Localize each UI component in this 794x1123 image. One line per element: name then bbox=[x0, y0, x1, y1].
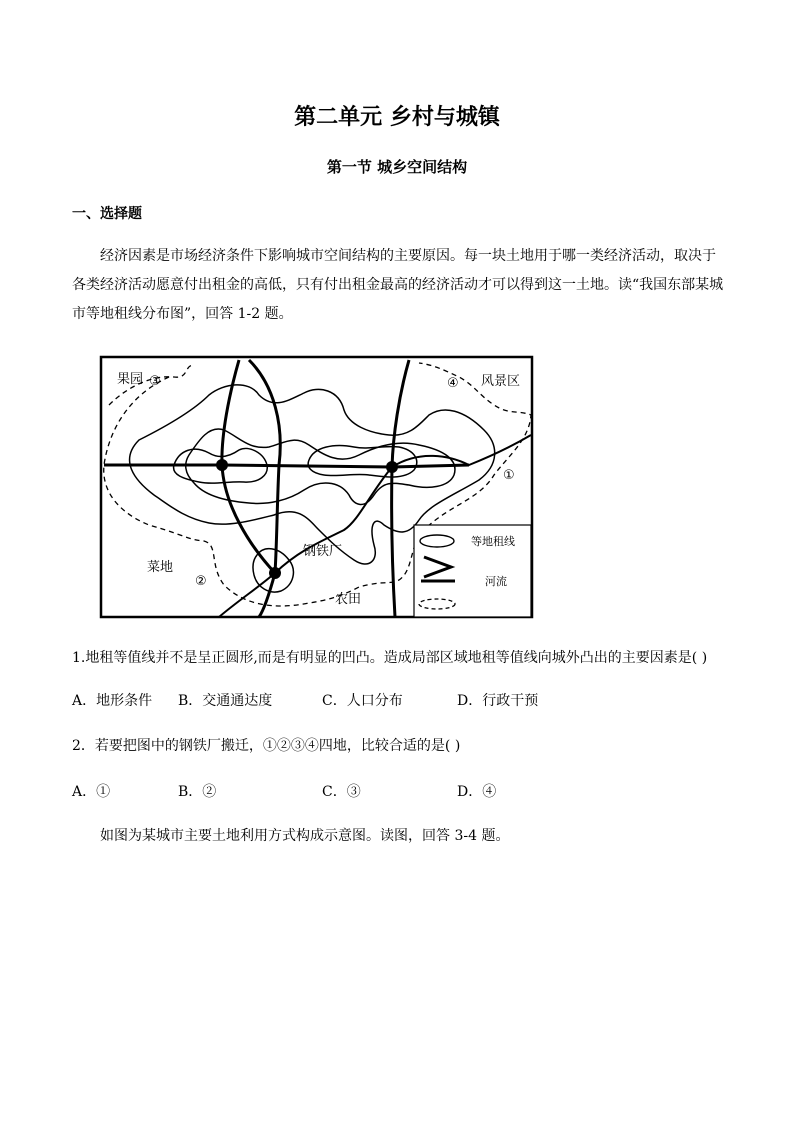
label-c3: ③ bbox=[149, 374, 161, 389]
label-farmland: 农田 bbox=[335, 592, 362, 607]
label-scenic: 风景区 bbox=[481, 374, 521, 389]
label-c1: ① bbox=[503, 468, 515, 483]
question-2: 2．若要把图中的钢铁厂搬迁，①②③④四地，比较合适的是( ) bbox=[72, 738, 461, 754]
label-c4: ④ bbox=[447, 376, 459, 391]
q2-option-c[interactable]: C．③ bbox=[322, 784, 361, 800]
q1-option-c[interactable]: C．人口分布 bbox=[322, 693, 403, 709]
page-title: 第二单元 乡村与城镇 bbox=[294, 104, 500, 130]
q1-option-b[interactable]: B．交通通达度 bbox=[178, 693, 273, 709]
intro-paragraph-2: 如图为某城市主要土地利用方式构成示意图。读图，回答 3-4 题。 bbox=[100, 828, 510, 844]
q1-option-d[interactable]: D．行政干预 bbox=[457, 693, 539, 709]
q2-option-a[interactable]: A．① bbox=[72, 784, 111, 800]
land-rent-map bbox=[99, 355, 535, 621]
q2-option-d[interactable]: D．④ bbox=[457, 784, 497, 800]
label-orchard: 果园 bbox=[117, 372, 144, 387]
junction-west bbox=[216, 459, 228, 471]
label-c2: ② bbox=[195, 574, 207, 589]
q2-option-b[interactable]: B．② bbox=[178, 784, 217, 800]
q1-option-a[interactable]: A．地形条件 bbox=[72, 693, 153, 709]
junction-steel bbox=[269, 567, 281, 579]
legend-river-label: 河流 bbox=[485, 575, 507, 588]
question-1: 1.地租等值线并不是呈正圆形,而是有明显的凹凸。造成局部区域地租等值线向城外凸出的主要因素是( ) bbox=[72, 650, 708, 666]
section-subtitle: 第一节 城乡空间结构 bbox=[326, 158, 468, 176]
junction-east bbox=[386, 461, 398, 473]
label-vegetable: 菜地 bbox=[147, 560, 174, 575]
intro-paragraph: 经济因素是市场经济条件下影响城市空间结构的主要原因。每一块土地用于哪一类经济活动，取决于各类经济活动愿意付出租金的高低，只有付出租金最高的经济活动才可以得到这一土地。读“我国东部某城市等地租线分布图”，回答 1-2 题。 bbox=[72, 248, 724, 322]
section-heading: 一、选择题 bbox=[72, 206, 142, 222]
label-steel: 钢铁厂 bbox=[303, 544, 343, 559]
legend-contour-label: 等地租线 bbox=[471, 535, 515, 548]
